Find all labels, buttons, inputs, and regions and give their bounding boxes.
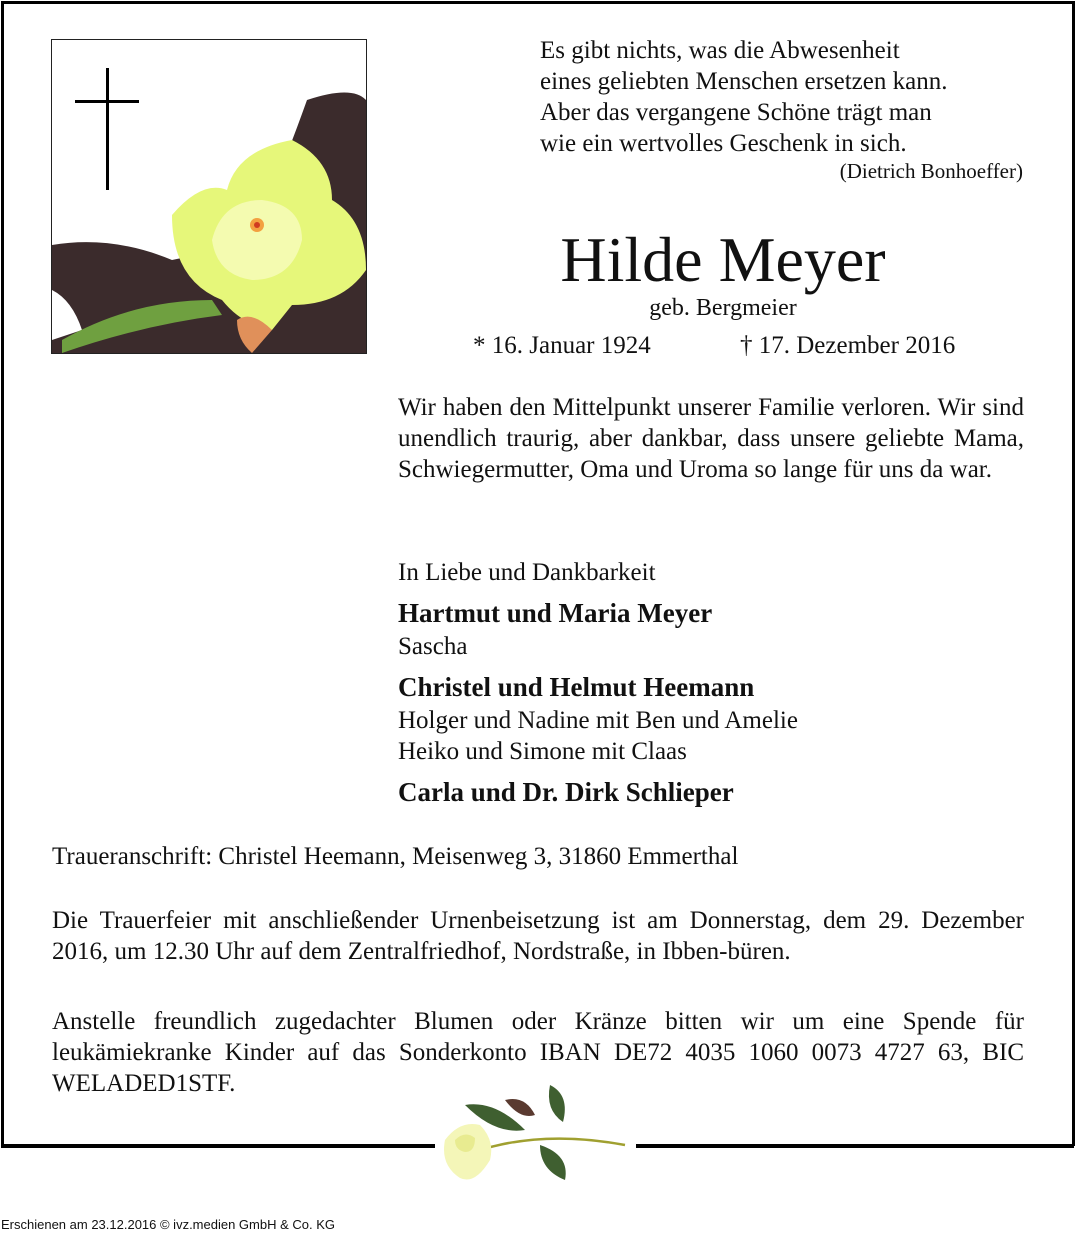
family-member: Holger und Nadine mit Ben und Amelie: [398, 707, 798, 734]
bottom-rule-left: [1, 1144, 435, 1148]
family-member: Sascha: [398, 633, 468, 660]
quote-line: wie ein wertvolles Geschenk in sich.: [540, 130, 907, 157]
mourning-address: Traueranschrift: Christel Heemann, Meisenweg 3, 31860 Emmerthal: [52, 843, 739, 870]
donation-info: Anstelle freundlich zugedachter Blumen oder Kränze bitten wir um eine Spende für leukämiekranke Kinder auf das Sonderkonto IBAN DE72 4035 1060 0073 4727 63, BIC WELADED1STF.: [52, 1008, 1024, 1097]
family-name: Carla und Dr. Dirk Schlieper: [398, 777, 734, 807]
maiden-name: geb. Bergmeier: [649, 295, 797, 321]
ceremony-info: Die Trauerfeier mit anschließender Urnenbeisetzung ist am Donnerstag, dem 29. Dezember 2016, um 12.30 Uhr auf dem Zentralfriedhof, Nordstraße, in Ibben-büren.: [52, 907, 1024, 965]
rose-cross-photo: [51, 39, 367, 354]
birth-date: * 16. Januar 1924: [473, 332, 651, 359]
publication-footer: Erschienen am 23.12.2016 © ivz.medien GmbH & Co. KG: [1, 1217, 336, 1232]
deceased-name: Hilde Meyer: [560, 224, 886, 295]
bottom-rule-right: [636, 1144, 1074, 1148]
family-member: Heiko und Simone mit Claas: [398, 738, 687, 765]
quote-author: (Dietrich Bonhoeffer): [839, 159, 1023, 183]
death-date: † 17. Dezember 2016: [740, 332, 956, 359]
quote: [540, 35, 947, 159]
mourners-intro: In Liebe und Dankbarkeit: [398, 559, 656, 586]
quote-line: Aber das vergangene Schöne trägt man: [540, 99, 932, 126]
family-name: Hartmut und Maria Meyer: [398, 598, 713, 628]
family-name: Christel und Helmut Heemann: [398, 672, 755, 702]
quote-line: Es gibt nichts, was die Abwesenheit: [540, 37, 900, 64]
rose-ornament: [435, 1080, 635, 1190]
quote-line: eines geliebten Menschen ersetzen kann.: [540, 68, 948, 95]
message: Wir haben den Mittelpunkt unserer Familie verloren. Wir sind unendlich traurig, aber dankbar, dass unsere geliebte Mama, Schwiegermutter, Oma und Uroma so lange für uns da war.: [398, 394, 1024, 483]
